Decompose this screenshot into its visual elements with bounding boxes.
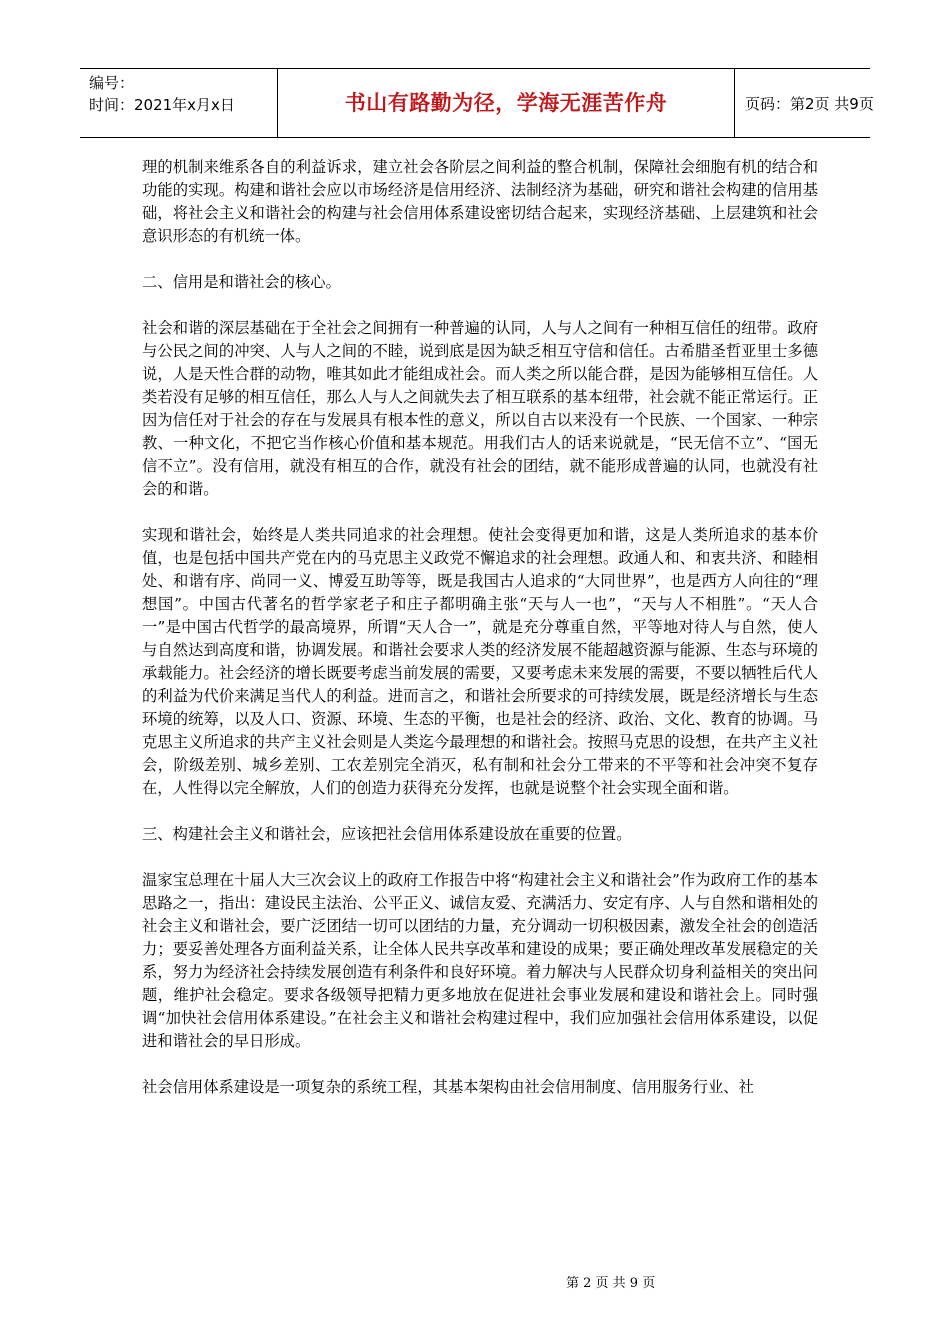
paragraph-continuation: 理的机制来维系各自的利益诉求，建立社会各阶层之间利益的整合机制，保障社会细胞有机的结合和功能的实现。构建和谐社会应以市场经济是信用经济、法制经济为基础，研究和谐社会构建的信用基础，将社会主义和谐社会的构建与社会信用体系建设密切结合起来，实现经济基础、上层建筑和社会意识形态的有机统一体。 [142,158,818,245]
paragraph-harmony-ideal: 实现和谐社会，始终是人类共同追求的社会理想。使社会变得更加和谐，这是人类所追求的基本价值，也是包括中国共产党在内的马克思主义政党不懈追求的社会理想。政通人和、和衷共济、和睦相处、和谐有序、尚同一义、博爱互助等等，既是我国古人追求的“大同世界”，也是西方人向往的“理想国”。中国古代著名的哲学家老子和庄子都明确主张“天与人一也”，“天与人不相胜”。“天人合一”是中国古代哲学的最高境界，所谓“天人合一”，就是充分尊重自然，平等地对待人与自然，使人与自然达到高度和谐，协调发展。和谐社会要求人类的经济发展不能超越资源与能源、生态与环境的承载能力。社会经济的增长既要考虑当前发展的需要，又要考虑未来发展的需要，不要以牺牲后代人的利益为代价来满足当代人的利益。进而言之，和谐社会所要求的可持续发展，既是经济增长与生态环境的统筹，以及人口、资源、环境、生态的平衡，也是社会的经济、政治、文化、教育的协调。马克思主义所追求的共产主义社会则是人类迄今最理想的和谐社会。按照马克思的设想，在共产主义社会，阶级差别、城乡差别、工农差别完全消灭，私有制和社会分工带来的不平等和社会冲突不复存在，人性得以完全解放，人们的创造力获得充分发挥，也就是说整个社会实现全面和谐。 [142,526,818,797]
paragraph-credit-system: 社会信用体系建设是一项复杂的系统工程，其基本架构由社会信用制度、信用服务行业、社 [142,1078,754,1096]
page-footer: 第 2 页 共 9 页 [566,1276,656,1291]
paragraph-trust-core: 社会和谐的深层基础在于全社会之间拥有一种普遍的认同，人与人之间有一种相互信任的纽带。政府与公民之间的冲突、人与人之间的不睦，说到底是因为缺乏相互守信和信任。古希腊圣哲亚里士多德说，人是天性合群的动物，唯其如此才能组成社会。而人类之所以能合群，是因为能够相互信任。人类若没有足够的相互信任，那么人与人之间就失去了相互联系的基本纽带，社会就不能正常运行。正因为信任对于社会的存在与发展具有根本性的意义，所以自古以来没有一个民族、一个国家、一种宗教、一种文化，不把它当作核心价值和基本规范。用我们古人的话来说就是，“民无信不立”、“国无信不立”。没有信用，就没有相互的合作，就没有社会的团结，就不能形成普遍的认同，也就没有社会的和谐。 [142,319,818,498]
document-number-label: 编号： [89,74,135,92]
section-heading-2: 二、信用是和谐社会的核心。 [142,273,341,291]
header-page-cell [735,69,874,137]
document-date-label: 时间：2021年x月x日 [89,96,235,114]
header-motto: 书山有路勤为径，学海无涯苦作舟 [344,91,668,115]
paragraph-government-report: 温家宝总理在十届人大三次会议上的政府工作报告中将“构建社会主义和谐社会”作为政府工作的基本思路之一，指出：建设民主法治、公平正义、诚信友爱、充满活力、安定有序、人与自然和谐相处的社会主义和谐社会，要广泛团结一切可以团结的力量，充分调动一切积极因素，激发全社会的创造活力；要妥善处理各方面利益关系，让全体人民共享改革和建设的成果；要正确处理改革发展稳定的关系，努力为经济社会持续发展创造有利条件和良好环境。着力解决与人民群众切身利益相关的突出问题，维护社会稳定。要求各级领导把精力更多地放在促进社会事业发展和建设和谐社会上。同时强调“加快社会信用体系建设。”在社会主义和谐社会构建过程中，我们应加强社会信用体系建设，以促进和谐社会的早日形成。 [142,871,818,1050]
header-meta-cell [80,69,278,137]
header-page-number: 页码：第2页 共9页 [745,95,874,113]
section-heading-3: 三、构建社会主义和谐社会，应该把社会信用体系建设放在重要的位置。 [142,825,632,843]
header-motto-cell [278,69,735,137]
page-header [80,68,874,138]
document-body [142,156,818,1099]
